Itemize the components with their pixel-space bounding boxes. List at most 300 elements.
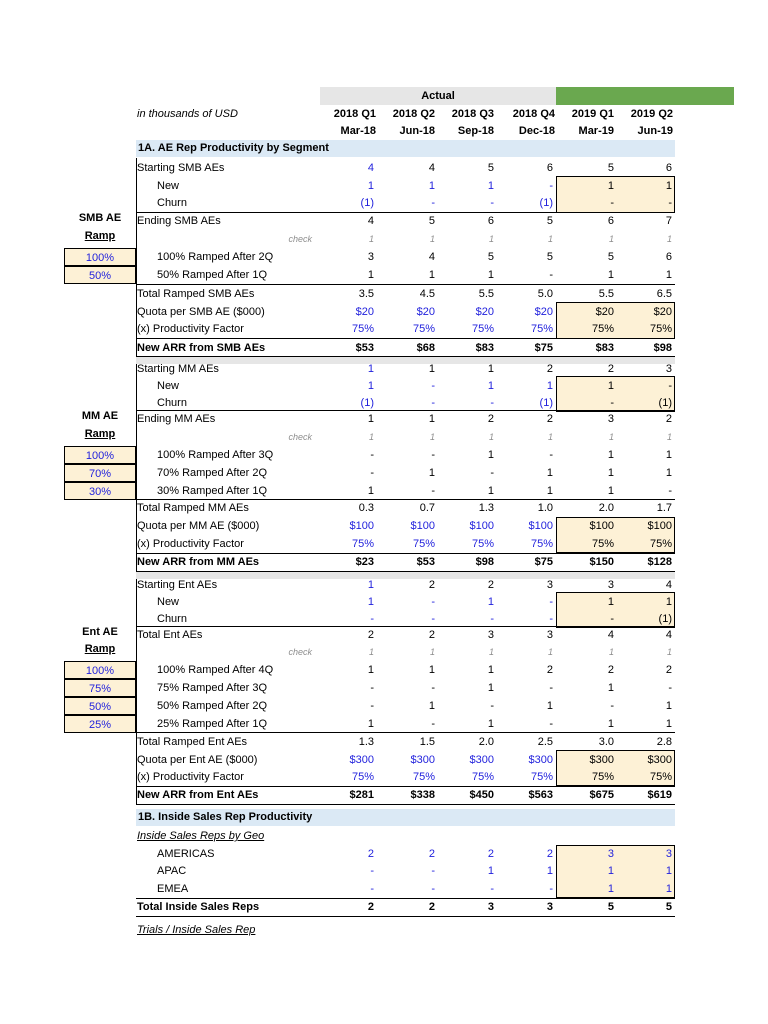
table-cell[interactable]: 1 — [488, 647, 494, 657]
table-cell[interactable]: - — [549, 449, 553, 461]
table-cell[interactable]: (1) — [360, 197, 374, 209]
ent-ramp-25[interactable]: 25% — [64, 715, 136, 733]
table-cell[interactable]: $300 — [647, 754, 672, 766]
table-cell[interactable]: 6 — [487, 215, 494, 227]
table-cell[interactable]: $300 — [589, 754, 614, 766]
table-cell[interactable]: $68 — [416, 342, 435, 354]
table-cell[interactable]: 1 — [428, 180, 435, 192]
table-cell[interactable]: - — [490, 613, 494, 625]
table-cell[interactable]: 5.5 — [598, 288, 614, 300]
table-cell[interactable]: 1 — [367, 596, 374, 608]
table-cell[interactable]: $100 — [589, 520, 614, 532]
table-cell[interactable]: (1) — [539, 197, 553, 209]
table-cell[interactable]: (1) — [658, 397, 672, 409]
table-cell[interactable]: 1 — [607, 883, 614, 895]
table-cell[interactable]: - — [431, 485, 435, 497]
table-cell[interactable]: 1 — [607, 380, 614, 392]
col-month-5: Jun-19 — [637, 125, 673, 137]
table-cell[interactable]: 0.7 — [419, 502, 435, 514]
table-cell[interactable]: 6 — [665, 251, 672, 263]
ent-ramp-50[interactable]: 50% — [64, 697, 136, 715]
row-label: Starting Ent AEs — [137, 579, 218, 591]
table-cell[interactable]: $75 — [534, 556, 553, 568]
table-cell[interactable]: 1 — [428, 413, 435, 425]
table-cell[interactable]: 5 — [546, 215, 553, 227]
table-cell[interactable]: 1 — [665, 700, 672, 712]
table-row — [0, 499, 768, 517]
row-label: Ending MM AEs — [137, 413, 216, 425]
table-cell[interactable]: 7 — [665, 215, 672, 227]
table-cell[interactable]: 1 — [428, 700, 435, 712]
col-quarter-2: 2018 Q3 — [451, 108, 494, 120]
table-cell[interactable]: 1 — [607, 467, 614, 479]
table-cell[interactable]: $53 — [416, 556, 435, 568]
table-cell[interactable]: 75% — [471, 771, 494, 783]
table-cell[interactable]: 1 — [487, 363, 494, 375]
table-cell[interactable]: 2 — [546, 848, 553, 860]
table-cell[interactable]: 6.5 — [656, 288, 672, 300]
table-cell[interactable]: 1 — [487, 380, 494, 392]
row-label: 50% Ramped After 2Q — [157, 700, 268, 712]
table-cell[interactable]: 75% — [530, 538, 553, 550]
table-cell[interactable]: $83 — [475, 342, 494, 354]
table-row — [0, 576, 768, 594]
table-cell[interactable]: 3 — [487, 901, 494, 913]
table-cell[interactable]: 1 — [367, 579, 374, 591]
table-cell[interactable]: 3.0 — [598, 736, 614, 748]
table-cell[interactable]: 1 — [367, 180, 374, 192]
table-row — [0, 553, 768, 571]
table-cell[interactable]: 1 — [607, 485, 614, 497]
table-cell[interactable]: $128 — [647, 556, 672, 568]
table-cell[interactable]: - — [431, 682, 435, 694]
table-cell[interactable]: 1 — [487, 180, 494, 192]
table-cell[interactable]: 1 — [665, 467, 672, 479]
table-cell[interactable]: 2.5 — [537, 736, 553, 748]
table-cell[interactable]: $20 — [595, 306, 614, 318]
table-cell[interactable]: 1 — [547, 647, 553, 657]
table-cell[interactable]: $338 — [410, 789, 435, 801]
table-cell[interactable]: 2 — [428, 848, 435, 860]
table-cell[interactable]: 75% — [471, 538, 494, 550]
table-cell[interactable]: 1 — [608, 234, 614, 244]
table-cell[interactable]: $20 — [653, 306, 672, 318]
table-cell[interactable]: 2 — [367, 848, 374, 860]
table-cell[interactable]: 2.0 — [598, 502, 614, 514]
table-cell[interactable]: 3 — [546, 629, 553, 641]
table-cell[interactable]: 1.5 — [419, 736, 435, 748]
table-cell[interactable]: 1 — [487, 664, 494, 676]
table-cell[interactable]: 2 — [487, 848, 494, 860]
table-cell[interactable]: 1 — [665, 449, 672, 461]
table-cell[interactable]: $281 — [349, 789, 374, 801]
table-cell[interactable]: - — [370, 449, 374, 461]
table-row — [0, 786, 768, 804]
table-cell[interactable]: 1 — [607, 865, 614, 877]
table-cell[interactable]: - — [431, 380, 435, 392]
table-cell[interactable]: 75% — [591, 323, 614, 335]
table-cell[interactable]: 2 — [367, 901, 374, 913]
table-cell[interactable]: 1 — [367, 664, 374, 676]
col-month-1: Jun-18 — [399, 125, 435, 137]
table-cell[interactable]: 1 — [428, 269, 435, 281]
table-cell[interactable]: 4 — [665, 579, 672, 591]
table-cell[interactable]: 6 — [607, 215, 614, 227]
table-cell[interactable]: - — [668, 485, 672, 497]
table-cell[interactable]: - — [490, 467, 494, 479]
trials-label: Trials / Inside Sales Rep — [137, 924, 256, 936]
mm-ramp-30[interactable]: 30% — [64, 482, 136, 500]
table-cell[interactable]: - — [549, 613, 553, 625]
table-cell[interactable]: 1.3 — [478, 502, 494, 514]
table-row — [0, 339, 768, 357]
table-cell[interactable]: - — [490, 700, 494, 712]
table-cell[interactable]: 1.3 — [358, 736, 374, 748]
table-cell[interactable]: 6 — [546, 162, 553, 174]
table-cell[interactable]: - — [610, 613, 614, 625]
table-cell[interactable]: 75% — [591, 771, 614, 783]
actual-header: Actual — [320, 87, 556, 105]
row-label: Total Ramped MM AEs — [137, 502, 249, 514]
table-cell[interactable]: 1 — [665, 180, 672, 192]
table-cell[interactable]: 75% — [351, 323, 374, 335]
table-row — [0, 679, 768, 697]
table-cell[interactable]: 1 — [487, 718, 494, 730]
table-cell[interactable]: 0.3 — [358, 502, 374, 514]
table-cell[interactable]: $83 — [595, 342, 614, 354]
table-cell[interactable]: $20 — [475, 306, 494, 318]
table-cell[interactable]: 1 — [666, 647, 672, 657]
table-row — [0, 159, 768, 177]
table-cell[interactable]: 1.0 — [537, 502, 553, 514]
col-month-3: Dec-18 — [518, 125, 555, 137]
smb-ramp-100[interactable]: 100% — [64, 248, 136, 266]
row-label: APAC — [157, 865, 187, 877]
table-cell[interactable]: 5 — [607, 162, 614, 174]
table-row — [0, 593, 768, 611]
table-cell[interactable]: $300 — [469, 754, 494, 766]
table-cell[interactable]: (1) — [360, 397, 374, 409]
table-cell[interactable]: 75% — [591, 538, 614, 550]
table-cell[interactable]: 1 — [428, 664, 435, 676]
col-quarter-5: 2019 Q2 — [630, 108, 673, 120]
table-cell[interactable]: $563 — [528, 789, 553, 801]
table-cell[interactable]: - — [549, 596, 553, 608]
table-cell[interactable]: 5.0 — [537, 288, 553, 300]
row-label: Ending SMB AEs — [137, 215, 221, 227]
table-cell[interactable]: 3 — [546, 579, 553, 591]
table-cell[interactable]: - — [370, 700, 374, 712]
table-cell[interactable]: 5.5 — [478, 288, 494, 300]
table-cell[interactable]: 2 — [367, 629, 374, 641]
table-cell[interactable]: 1 — [367, 718, 374, 730]
table-cell[interactable]: 5 — [428, 215, 435, 227]
table-cell[interactable]: $98 — [475, 556, 494, 568]
table-cell[interactable]: 1 — [367, 269, 374, 281]
table-cell[interactable]: 1 — [665, 269, 672, 281]
table-row — [0, 661, 768, 679]
table-cell[interactable]: 1 — [607, 596, 614, 608]
table-cell[interactable]: 1 — [428, 467, 435, 479]
table-row — [0, 410, 768, 428]
table-cell[interactable]: 1 — [429, 647, 435, 657]
table-cell[interactable]: 1 — [428, 363, 435, 375]
table-cell[interactable]: $98 — [653, 342, 672, 354]
row-label: AMERICAS — [157, 848, 215, 860]
table-cell[interactable]: 1 — [429, 234, 435, 244]
ent-ramp-100[interactable]: 100% — [64, 661, 136, 679]
table-cell[interactable]: 3 — [665, 363, 672, 375]
table-cell[interactable]: 5 — [546, 251, 553, 263]
table-cell[interactable]: 2 — [487, 413, 494, 425]
mm-ramp-70[interactable]: 70% — [64, 464, 136, 482]
table-cell[interactable]: 1 — [367, 363, 374, 375]
table-cell[interactable]: $100 — [410, 520, 435, 532]
table-cell[interactable]: 5 — [487, 162, 494, 174]
table-cell[interactable]: $675 — [589, 789, 614, 801]
table-cell[interactable]: - — [490, 883, 494, 895]
table-cell[interactable]: - — [431, 883, 435, 895]
table-cell[interactable]: - — [668, 197, 672, 209]
table-cell[interactable]: 3 — [607, 579, 614, 591]
table-cell[interactable]: 2 — [546, 363, 553, 375]
row-label: Quota per SMB AE ($000) — [137, 306, 265, 318]
table-cell[interactable]: - — [431, 865, 435, 877]
table-cell[interactable]: 1 — [607, 718, 614, 730]
row-label: Total Ent AEs — [137, 629, 203, 641]
table-cell[interactable]: 75% — [649, 323, 672, 335]
row-label: Total Inside Sales Reps — [137, 901, 260, 913]
smb-ramp-50[interactable]: 50% — [64, 266, 136, 284]
table-cell[interactable]: $300 — [349, 754, 374, 766]
table-cell[interactable]: $100 — [349, 520, 374, 532]
table-cell[interactable]: 1 — [487, 485, 494, 497]
table-cell[interactable]: 1 — [488, 234, 494, 244]
table-cell[interactable]: - — [370, 613, 374, 625]
table-cell[interactable]: 1 — [608, 647, 614, 657]
table-cell[interactable]: 75% — [412, 323, 435, 335]
table-cell[interactable]: 75% — [351, 771, 374, 783]
table-cell[interactable]: 1 — [546, 700, 553, 712]
table-cell[interactable]: 3 — [546, 901, 553, 913]
table-cell[interactable]: 2.0 — [478, 736, 494, 748]
table-cell[interactable]: 1 — [547, 432, 553, 442]
table-cell[interactable]: - — [370, 865, 374, 877]
table-row — [0, 643, 768, 661]
table-cell[interactable]: - — [431, 397, 435, 409]
row-label: New — [157, 380, 180, 392]
table-cell[interactable]: - — [610, 197, 614, 209]
table-cell[interactable]: 75% — [530, 323, 553, 335]
table-cell[interactable]: 2 — [546, 413, 553, 425]
table-row — [0, 482, 768, 500]
table-cell[interactable]: 1 — [367, 413, 374, 425]
table-cell[interactable]: 2 — [428, 579, 435, 591]
table-cell[interactable]: 1 — [368, 234, 374, 244]
table-cell[interactable]: - — [431, 596, 435, 608]
table-cell[interactable]: 1 — [608, 432, 614, 442]
table-cell[interactable]: 1 — [429, 432, 435, 442]
table-cell[interactable]: 75% — [351, 538, 374, 550]
table-cell[interactable]: 75% — [412, 538, 435, 550]
row-label: check — [288, 234, 312, 244]
table-cell[interactable]: $300 — [410, 754, 435, 766]
table-cell[interactable]: $300 — [528, 754, 553, 766]
table-cell[interactable]: 5 — [607, 251, 614, 263]
row-label: 50% Ramped After 1Q — [157, 269, 268, 281]
table-cell[interactable]: - — [431, 197, 435, 209]
table-cell[interactable]: 2 — [428, 629, 435, 641]
table-cell[interactable]: $100 — [469, 520, 494, 532]
table-cell[interactable]: $23 — [355, 556, 374, 568]
table-cell[interactable]: 2 — [665, 413, 672, 425]
table-cell[interactable]: 1 — [607, 180, 614, 192]
table-cell[interactable]: - — [668, 380, 672, 392]
table-cell[interactable]: 5 — [607, 901, 614, 913]
table-cell[interactable]: 1 — [546, 865, 553, 877]
table-cell[interactable]: 1 — [487, 682, 494, 694]
table-cell[interactable]: 75% — [412, 771, 435, 783]
table-cell[interactable]: 1 — [665, 865, 672, 877]
col-month-0: Mar-18 — [340, 125, 376, 137]
table-cell[interactable]: 1 — [487, 449, 494, 461]
table-cell[interactable]: - — [431, 449, 435, 461]
table-cell[interactable]: 5 — [487, 251, 494, 263]
table-cell[interactable]: - — [549, 269, 553, 281]
table-cell[interactable]: 1 — [665, 596, 672, 608]
table-cell[interactable]: 75% — [530, 771, 553, 783]
table-cell[interactable]: - — [431, 613, 435, 625]
table-cell[interactable]: 1 — [546, 467, 553, 479]
table-cell[interactable]: 3.5 — [358, 288, 374, 300]
table-cell[interactable]: (1) — [539, 397, 553, 409]
table-cell[interactable]: 2 — [607, 664, 614, 676]
mm-ramp-100[interactable]: 100% — [64, 446, 136, 464]
table-cell[interactable]: - — [370, 467, 374, 479]
table-cell[interactable]: - — [610, 397, 614, 409]
table-cell[interactable]: 1 — [666, 432, 672, 442]
table-cell[interactable]: 1 — [368, 647, 374, 657]
table-cell[interactable]: 3 — [607, 413, 614, 425]
table-cell[interactable]: - — [490, 397, 494, 409]
table-cell[interactable]: 1 — [607, 449, 614, 461]
table-cell[interactable]: 3 — [665, 848, 672, 860]
table-cell[interactable]: $53 — [355, 342, 374, 354]
table-cell[interactable]: 1 — [607, 682, 614, 694]
table-cell[interactable]: 2 — [607, 363, 614, 375]
table-cell[interactable]: (1) — [658, 613, 672, 625]
table-cell[interactable]: $100 — [647, 520, 672, 532]
table-cell[interactable]: 2 — [546, 664, 553, 676]
table-cell[interactable]: 2 — [487, 579, 494, 591]
table-cell[interactable]: 1 — [367, 485, 374, 497]
table-cell[interactable]: 4 — [428, 162, 435, 174]
table-cell[interactable]: 4.5 — [419, 288, 435, 300]
ent-ramp-75[interactable]: 75% — [64, 679, 136, 697]
table-cell[interactable]: 1 — [368, 432, 374, 442]
table-row — [0, 230, 768, 248]
table-cell[interactable]: 3 — [367, 251, 374, 263]
row-label: Quota per Ent AE ($000) — [137, 754, 258, 766]
table-cell[interactable]: 6 — [665, 162, 672, 174]
table-cell[interactable]: $75 — [534, 342, 553, 354]
smb-side-title: SMB AE — [78, 212, 122, 224]
table-cell[interactable]: 5 — [665, 901, 672, 913]
table-cell[interactable]: - — [549, 718, 553, 730]
table-cell[interactable]: 4 — [367, 215, 374, 227]
table-cell[interactable]: 1 — [547, 234, 553, 244]
table-cell[interactable]: 1 — [607, 269, 614, 281]
table-cell[interactable]: 2 — [428, 901, 435, 913]
row-label: Starting MM AEs — [137, 363, 219, 375]
table-cell[interactable]: 4 — [665, 629, 672, 641]
table-cell[interactable]: $150 — [589, 556, 614, 568]
table-cell[interactable]: $20 — [534, 306, 553, 318]
table-cell[interactable]: - — [610, 700, 614, 712]
table-cell[interactable]: - — [668, 682, 672, 694]
table-cell[interactable]: - — [549, 180, 553, 192]
table-row — [0, 446, 768, 464]
row-label: 70% Ramped After 2Q — [157, 467, 268, 479]
table-cell[interactable]: 4 — [607, 629, 614, 641]
col-quarter-3: 2018 Q4 — [512, 108, 555, 120]
table-cell[interactable]: 1 — [666, 234, 672, 244]
table-cell[interactable]: 75% — [649, 771, 672, 783]
table-cell[interactable]: $100 — [528, 520, 553, 532]
table-cell[interactable]: 2.8 — [656, 736, 672, 748]
table-cell[interactable]: 1 — [487, 865, 494, 877]
table-cell[interactable]: 1 — [665, 718, 672, 730]
units-label: in thousands of USD — [137, 108, 238, 120]
row-label: 25% Ramped After 1Q — [157, 718, 268, 730]
table-row — [0, 715, 768, 733]
table-cell[interactable]: $20 — [416, 306, 435, 318]
table-cell[interactable]: 1 — [665, 883, 672, 895]
table-cell[interactable]: - — [549, 682, 553, 694]
table-cell[interactable]: 1.7 — [656, 502, 672, 514]
row-label: New ARR from Ent AEs — [137, 789, 259, 801]
table-row — [0, 428, 768, 446]
table-cell[interactable]: 75% — [471, 323, 494, 335]
table-row — [0, 751, 768, 769]
table-cell[interactable]: 4 — [428, 251, 435, 263]
table-cell[interactable]: 3 — [487, 629, 494, 641]
table-cell[interactable]: 2 — [665, 664, 672, 676]
table-cell[interactable]: 1 — [546, 380, 553, 392]
table-cell[interactable]: 3 — [607, 848, 614, 860]
table-cell[interactable]: $20 — [355, 306, 374, 318]
row-label: New ARR from SMB AEs — [137, 342, 266, 354]
row-label: Total Ramped SMB AEs — [137, 288, 255, 300]
table-cell[interactable]: 1 — [546, 485, 553, 497]
table-cell[interactable]: 1 — [487, 596, 494, 608]
table-cell[interactable]: - — [370, 883, 374, 895]
row-label: Quota per MM AE ($000) — [137, 520, 260, 532]
table-cell[interactable]: $450 — [469, 789, 494, 801]
row-label: (x) Productivity Factor — [137, 323, 244, 335]
table-cell[interactable]: 1 — [487, 269, 494, 281]
table-cell[interactable]: 4 — [367, 162, 374, 174]
table-cell[interactable]: 1 — [367, 380, 374, 392]
rule — [136, 571, 675, 572]
table-cell[interactable]: - — [490, 197, 494, 209]
table-cell[interactable]: - — [431, 718, 435, 730]
table-cell[interactable]: - — [370, 682, 374, 694]
table-cell[interactable]: - — [549, 883, 553, 895]
table-cell[interactable]: 75% — [649, 538, 672, 550]
table-cell[interactable]: $619 — [647, 789, 672, 801]
table-cell[interactable]: 1 — [488, 432, 494, 442]
